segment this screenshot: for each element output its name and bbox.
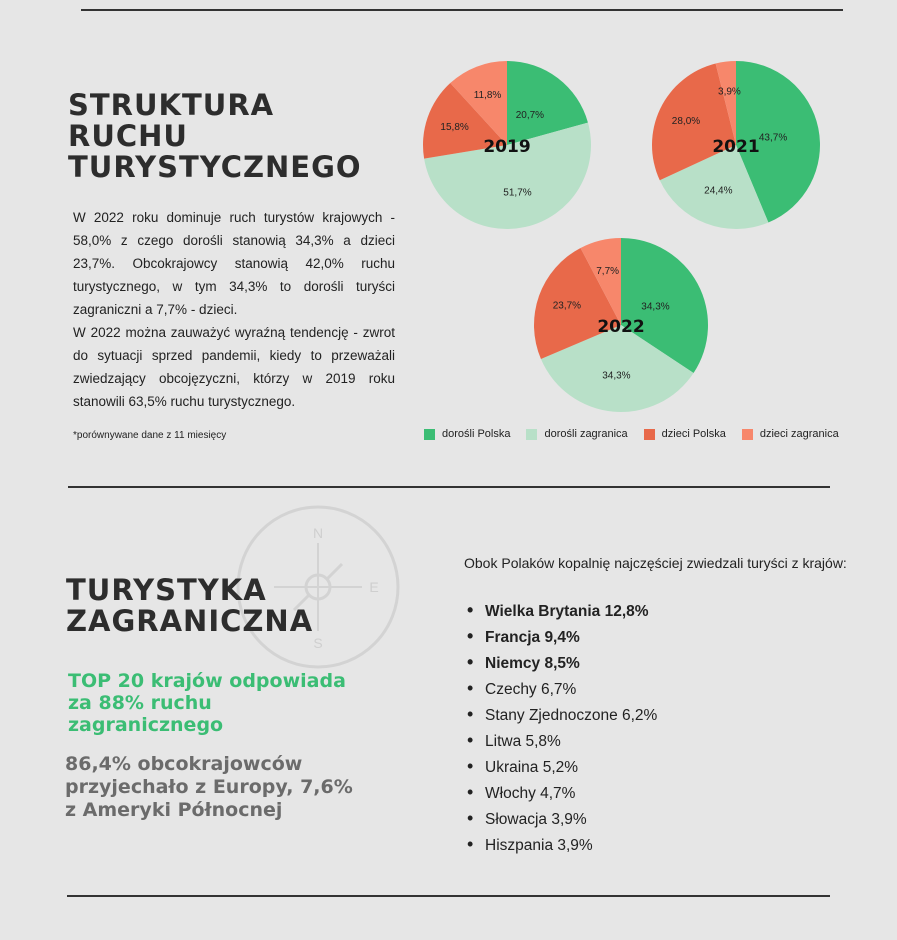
compass-south-label: S: [313, 635, 323, 651]
top-divider: [81, 9, 843, 11]
bottom-divider: [67, 895, 830, 897]
country-list-item: • Wielka Brytania 12,8%: [467, 600, 657, 626]
title-line: STRUKTURA: [68, 88, 275, 122]
legend-swatch: [526, 429, 537, 440]
title-line: RUCHU: [68, 119, 188, 153]
slice-value-label: 20,7%: [515, 109, 545, 121]
slice-value-label: 23,7%: [552, 300, 582, 312]
footnote: *porównywane dane z 11 miesięcy: [73, 430, 227, 441]
title-line: TURYSTYCZNEGO: [68, 150, 362, 184]
pie-year-label: 2019: [483, 137, 531, 157]
description-text: [73, 206, 395, 413]
legend-item: [526, 428, 627, 440]
slice-value-label: 34,3%: [641, 301, 670, 313]
legend-swatch: [644, 429, 655, 440]
legend-label: dzieci zagranica: [759, 428, 839, 440]
legend-label: dorośli Polska: [442, 428, 511, 440]
slice-value-label: 3,9%: [718, 86, 741, 98]
legend-item: [742, 428, 839, 440]
legend-label: dorośli zagranica: [544, 428, 628, 440]
slice-value-label: 34,3%: [602, 370, 631, 382]
country-list-item: • Włochy 4,7%: [467, 782, 657, 808]
europe-highlight: 86,4% obcokrajowców przyjechało z Europy, 7,6% z Ameryki Północnej: [65, 753, 353, 821]
slice-value-label: 51,7%: [503, 187, 532, 199]
country-list-item: • Czechy 6,7%: [467, 678, 657, 704]
country-list: [467, 600, 657, 860]
pie-year-label: 2021: [712, 137, 760, 157]
country-list-item: • Słowacja 3,9%: [467, 808, 657, 834]
top20-highlight: TOP 20 krajów odpowiada za 88% ruchu zagranicznego: [68, 670, 346, 736]
country-list-item: • Niemcy 8,5%: [467, 652, 657, 678]
chart-legend: [424, 428, 839, 440]
country-list-item: • Ukraina 5,2%: [467, 756, 657, 782]
slice-value-label: 43,7%: [758, 132, 788, 144]
country-list-item: • Francja 9,4%: [467, 626, 657, 652]
slice-value-label: 24,4%: [704, 185, 733, 197]
legend-item: [424, 428, 510, 440]
countries-intro: Obok Polaków kopalnię najczęściej zwiedzali turyści z krajów:: [464, 555, 847, 571]
paragraph-2022: W 2022 roku dominuje ruch turystów krajowych - 58,0% z czego dorośli stanowią 34,3% a dzieci 23,7%. Obcokrajowcy stanowią 42,0% ruchu turystycznego, w tym 34,3% to dorośli turyści zagraniczni a 7,7% - dzieci.: [73, 210, 395, 317]
pie-chart-2019: [422, 60, 592, 230]
legend-label: dzieci Polska: [661, 428, 726, 440]
country-list-item: • Hiszpania 3,9%: [467, 834, 657, 860]
slice-value-label: 15,8%: [440, 121, 469, 133]
country-list-item: • Stany Zjednoczone 6,2%: [467, 704, 657, 730]
pie-year-label: 2022: [597, 317, 645, 337]
slice-value-label: 28,0%: [671, 116, 701, 128]
section-title-turystyka: [66, 575, 313, 637]
country-list-item: • Litwa 5,8%: [467, 730, 657, 756]
title-line: ZAGRANICZNA: [66, 604, 314, 638]
section-title-struktura: [68, 90, 362, 183]
title-line: TURYSTYKA: [66, 573, 267, 607]
legend-item: [644, 428, 726, 440]
middle-divider: [68, 486, 830, 488]
compass-north-label: N: [312, 525, 324, 541]
legend-swatch: [742, 429, 753, 440]
pie-chart-2021: [651, 60, 821, 230]
pie-chart-2022: [533, 237, 709, 413]
compass-east-label: E: [369, 579, 379, 595]
slice-value-label: 11,8%: [473, 89, 502, 101]
legend-swatch: [424, 429, 435, 440]
slice-value-label: 7,7%: [596, 265, 620, 277]
paragraph-trend: W 2022 można zauważyć wyraźną tendencję - zwrot do sytuacji sprzed pandemii, kiedy to przeważali zwiedzający obcojęzyczni, którzy w 2019 roku stanowili 63,5% ruchu turystycznego.: [73, 325, 395, 409]
